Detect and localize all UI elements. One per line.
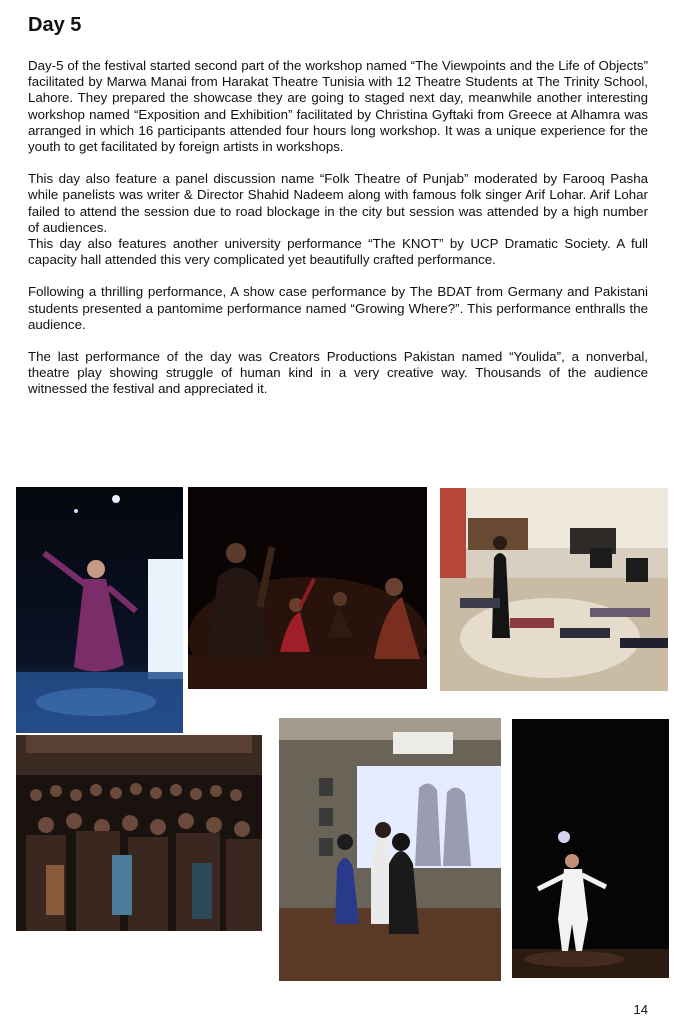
photo-shadow-projection bbox=[279, 718, 501, 981]
photo-workshop-room bbox=[440, 488, 668, 691]
paragraph-showcase-performance: Following a thrilling performance, A show case performance by The BDAT from Germany and Pakistani students presented a pantomime performance named “Growing Where?”. This performance enthralls the audience. bbox=[28, 284, 648, 332]
page-number: 14 bbox=[633, 1002, 648, 1017]
photo-floor-performance bbox=[188, 487, 427, 689]
article-body bbox=[28, 58, 648, 414]
paragraph-university-performance: This day also features another university performance “The KNOT” by UCP Dramatic Society. A full capacity hall attended this very complicated yet beautifully crafted performance. bbox=[28, 236, 648, 268]
photo-audience-hall bbox=[16, 735, 262, 931]
paragraph-workshops: Day-5 of the festival started second part of the workshop named “The Viewpoints and the Life of Objects” facilitated by Marwa Manai from Harakat Theatre Tunisia with 12 Theatre Students at The Trinity School, Lahore. They prepared the showcase they are going to staged next day, meanwhile another interesting workshop named “Exposition and Exhibition” facilitated by Christina Gyftaki from Greece at Alhamra was arranged in which 16 participants attended four hours long workshop. It was a unique experience for the youth to get facilitated by foreign artists in workshops. bbox=[28, 58, 648, 155]
paragraph-last-performance: The last performance of the day was Creators Productions Pakistan named “Youlida”, a nonverbal, theatre play showing struggle of human kind in a very creative way. Thousands of the audience witnessed the festival and appreciated it. bbox=[28, 349, 648, 397]
paragraph-panel-discussion: This day also feature a panel discussion name “Folk Theatre of Punjab” moderated by Farooq Pasha while panelists was writer & Director Shahid Nadeem along with famous folk singer Arif Lohar. Arif Lohar failed to attend the session due to road blockage in the city but session was attended by a high number of audiences. bbox=[28, 171, 648, 235]
photo-stage-dancer bbox=[16, 487, 183, 733]
page-title: Day 5 bbox=[28, 14, 82, 36]
photo-solo-performer bbox=[512, 719, 669, 978]
